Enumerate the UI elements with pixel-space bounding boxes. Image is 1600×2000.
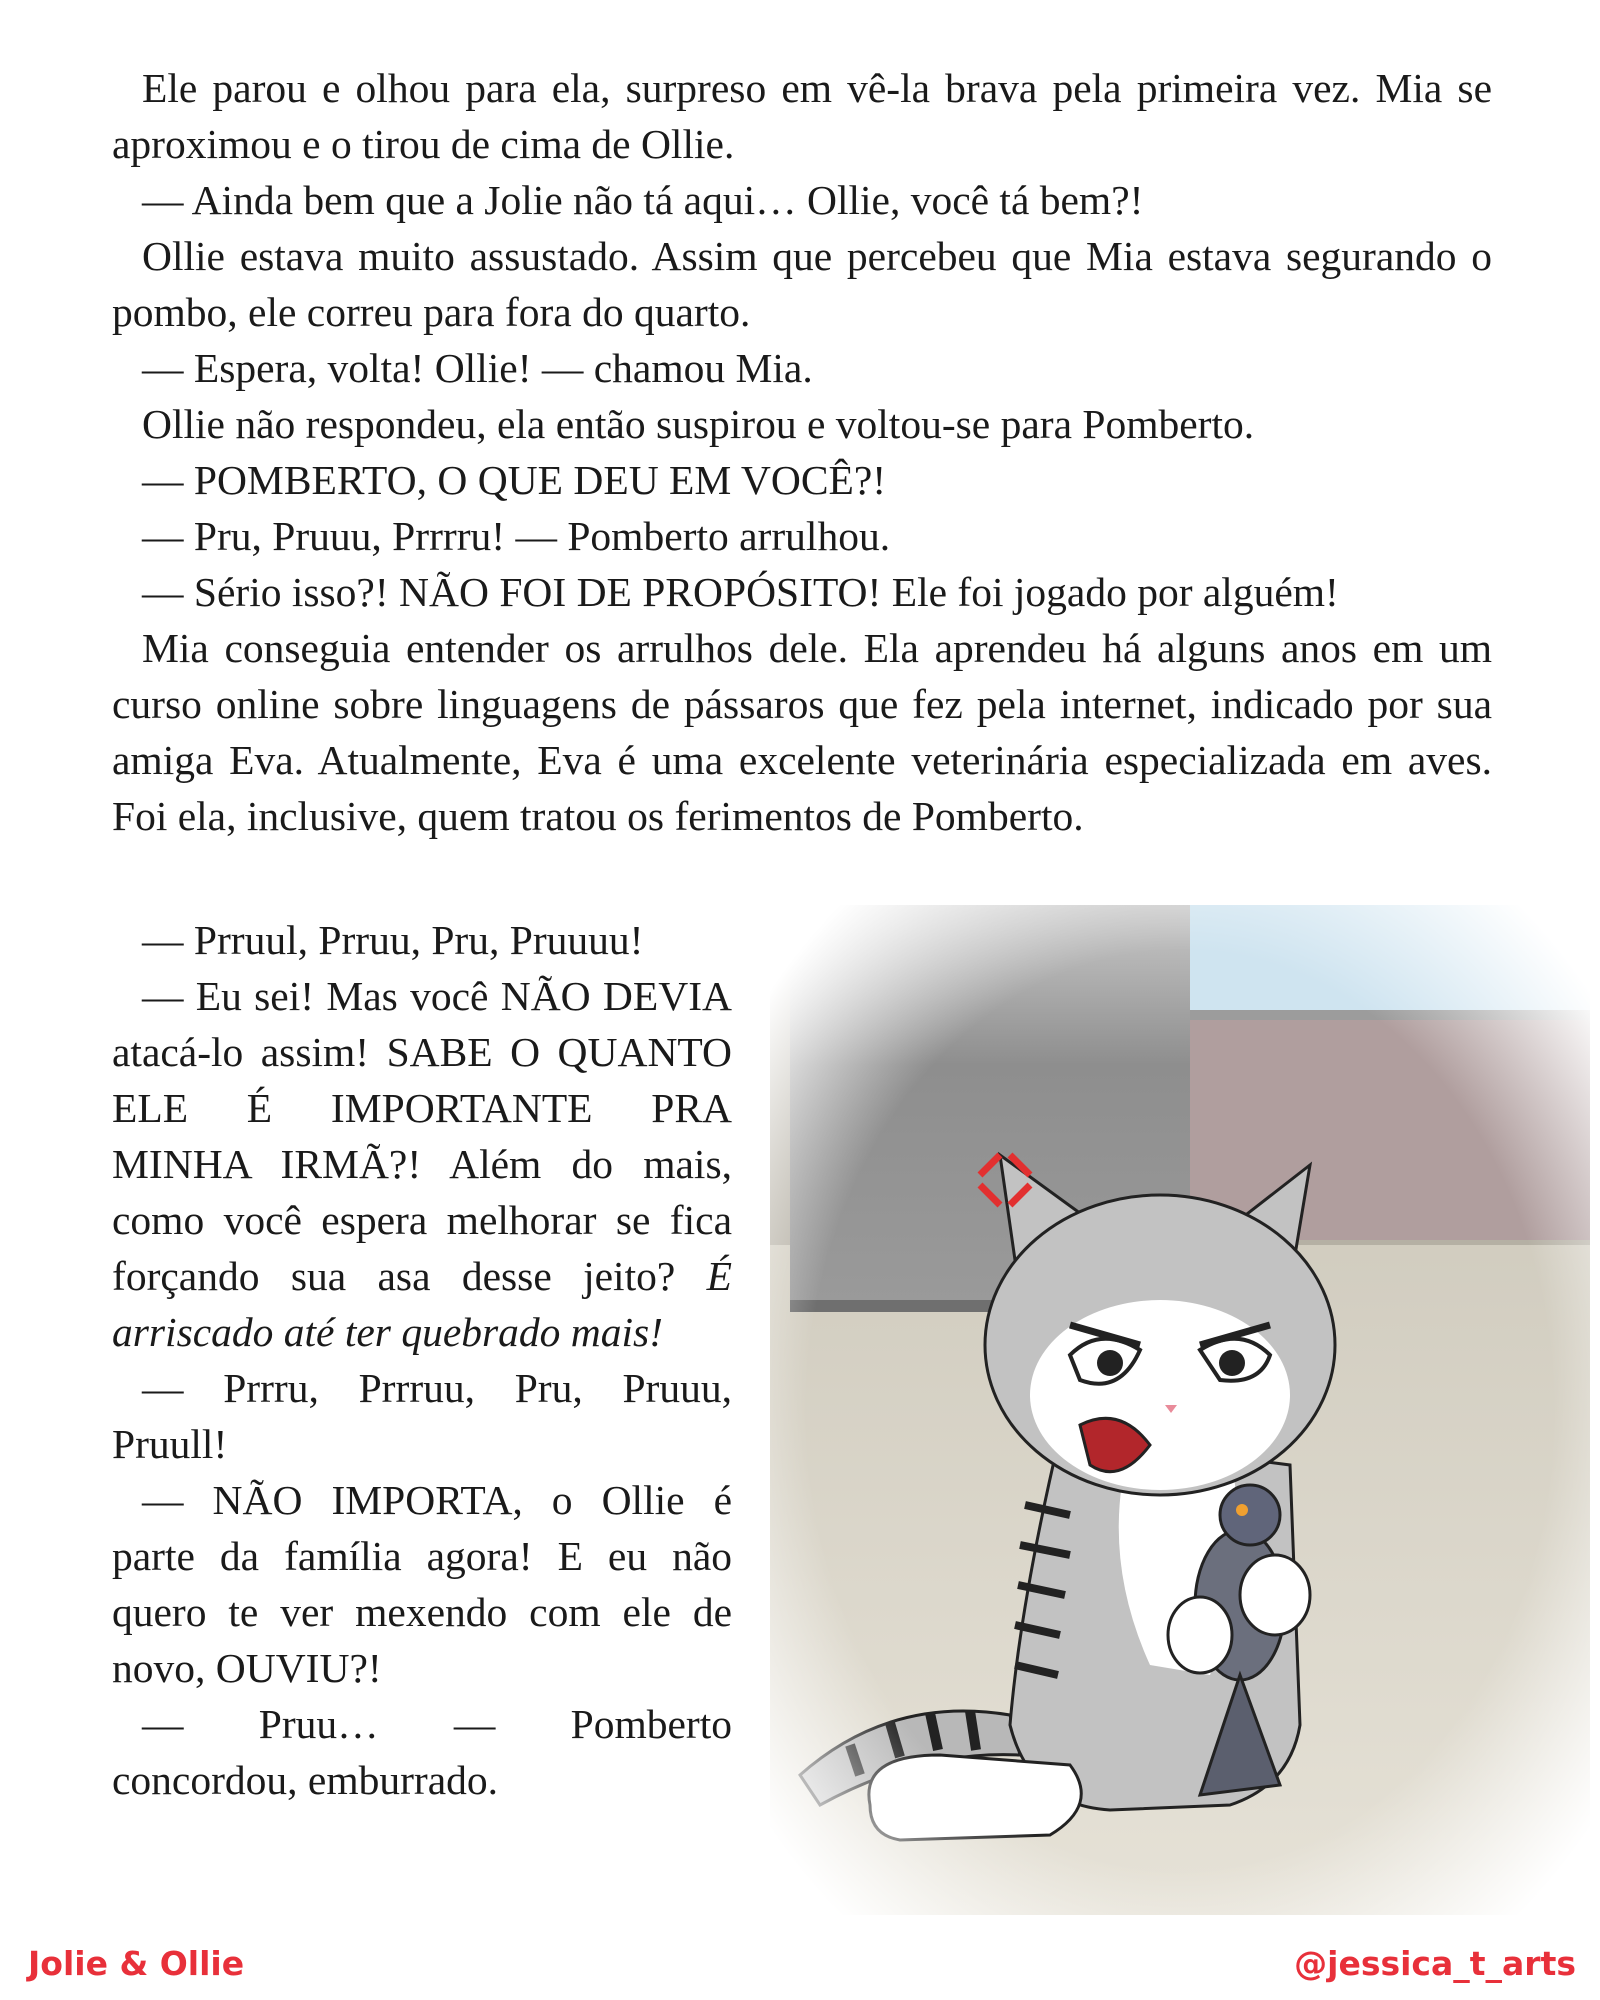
paragraph: — Sério isso?! NÃO FOI DE PROPÓSITO! Ele foi jogado por alguém! — [142, 569, 1339, 615]
author-handle-footer: @jessica_t_arts — [1294, 1944, 1576, 1983]
paragraph: — Pruu… — Pomberto concordou, emburrado. — [112, 1701, 732, 1803]
illustration-svg — [770, 905, 1590, 1915]
angry-cat-illustration — [770, 905, 1590, 1915]
italic-thought: É arriscado até ter quebrado mais! — [112, 1253, 732, 1355]
story-text-column — [112, 912, 732, 1808]
paragraph: — Pru, Pruuu, Prrrru! — Pomberto arrulhou. — [142, 513, 891, 559]
paragraph: — Prruul, Prruu, Pru, Pruuuu! — [142, 917, 644, 963]
story-text-top — [112, 60, 1492, 844]
paragraph: — Prrru, Prrruu, Pru, Pruuu, Pruull! — [112, 1365, 732, 1467]
vignette — [770, 905, 1590, 1915]
paragraph: — NÃO IMPORTA, o Ollie é parte da família agora! E eu não quero te ver mexendo com ele de novo, OUVIU?! — [112, 1477, 732, 1691]
paragraph — [112, 968, 732, 1360]
paragraph: Mia conseguia entender os arrulhos dele. Ela aprendeu há alguns anos em um curso online sobre linguagens de pássaros que fez pela internet, indicado por sua amiga Eva. Atualmente, Eva é uma excelente veterinária especializada em aves. Foi ela, inclusive, quem tratou os ferimentos de Pomberto. — [112, 625, 1492, 839]
dialogue-text: — Eu sei! Mas você NÃO DEVIA atacá-lo assim! SABE O QUANTO ELE É IMPORTANTE PRA MINHA IRMÃ?! Além do mais, como você espera melhorar se fica forçando sua asa desse jeito? — [112, 973, 732, 1299]
book-title-footer: Jolie & Ollie — [28, 1944, 245, 1983]
paragraph: Ollie não respondeu, ela então suspirou e voltou-se para Pomberto. — [142, 401, 1255, 447]
paragraph: — Ainda bem que a Jolie não tá aqui… Ollie, você tá bem?! — [142, 177, 1144, 223]
paragraph: — POMBERTO, O QUE DEU EM VOCÊ?! — [142, 457, 887, 503]
paragraph: Ollie estava muito assustado. Assim que percebeu que Mia estava segurando o pombo, ele correu para fora do quarto. — [112, 233, 1492, 335]
paragraph: Ele parou e olhou para ela, surpreso em vê-la brava pela primeira vez. Mia se aproximou e o tirou de cima de Ollie. — [112, 65, 1492, 167]
paragraph: — Espera, volta! Ollie! — chamou Mia. — [142, 345, 813, 391]
